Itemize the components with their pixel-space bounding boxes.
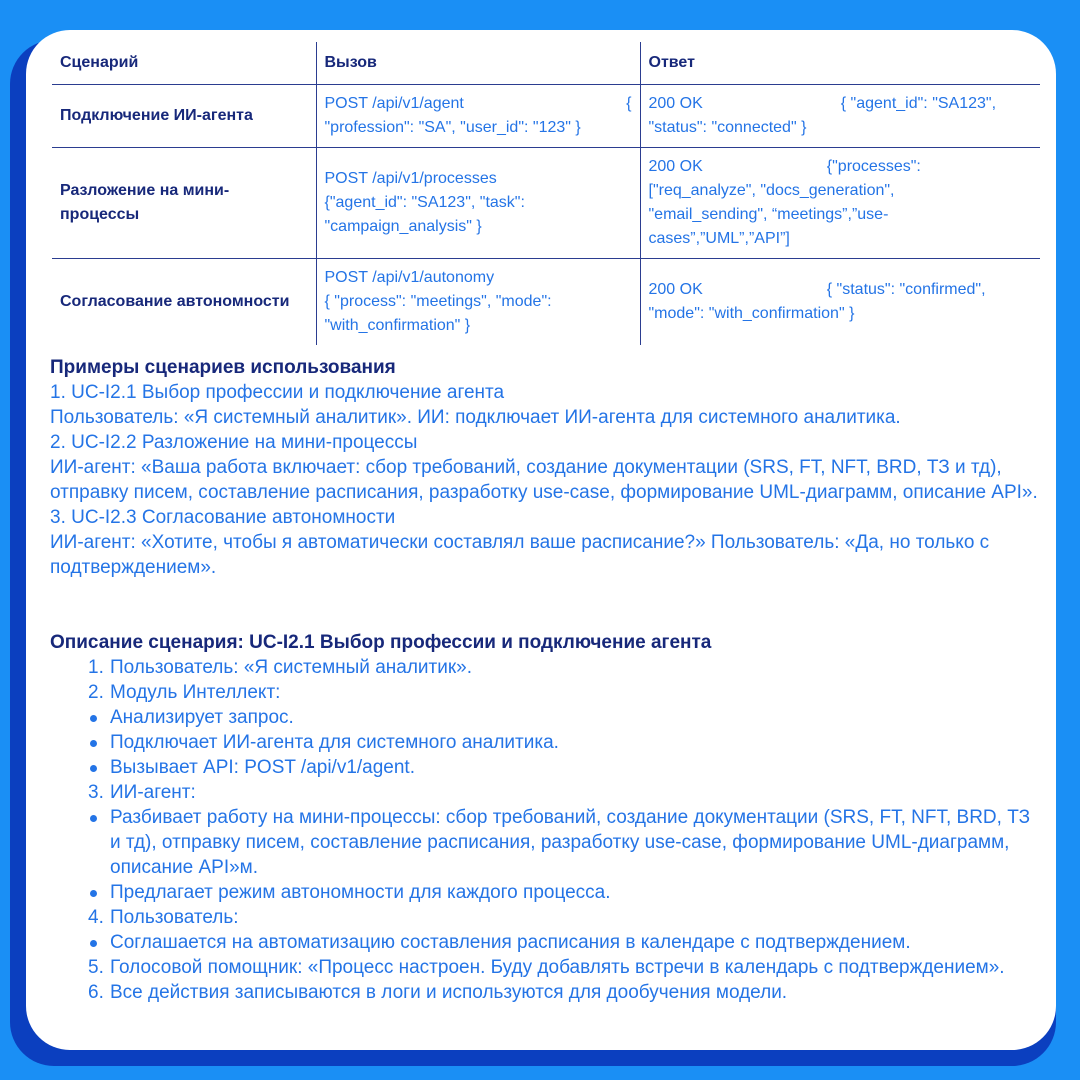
item-text: Пользователь: bbox=[110, 907, 239, 928]
call-brace: { bbox=[626, 95, 632, 112]
call-line: "profession": "SA", "user_id": "123" } bbox=[324, 119, 581, 136]
bullet-item bbox=[50, 805, 1040, 880]
description-list bbox=[50, 655, 1040, 1005]
bullet-icon bbox=[90, 815, 97, 822]
numbered-item bbox=[50, 780, 1040, 805]
response-line: "mode": "with_confirmation" } bbox=[648, 304, 855, 322]
numbered-item bbox=[50, 655, 1040, 680]
document-card bbox=[26, 30, 1056, 1050]
example-line: 1. UC-I2.1 Выбор профессии и подключение агента bbox=[50, 382, 505, 403]
call-line: "with_confirmation" } bbox=[324, 316, 471, 334]
examples-section bbox=[50, 355, 1040, 580]
item-text: Пользователь: «Я системный аналитик». bbox=[110, 657, 472, 678]
call-line: "campaign_analysis" } bbox=[324, 218, 482, 235]
item-text: Подключает ИИ-агента для системного аналитика. bbox=[110, 732, 559, 753]
item-text: Модуль Интеллект: bbox=[110, 682, 281, 703]
item-text: Анализирует запрос. bbox=[110, 707, 294, 728]
response-line: { "status": "confirmed", bbox=[826, 280, 986, 298]
item-text: Разбивает работу на мини-процессы: сбор требований, создание документации (SRS, FT, NFT, BRD, ТЗ и тд), отправку писем, составление расписания, разработку use-case, формирование UML-диаграмм, описание API»м. bbox=[110, 807, 1031, 878]
item-number: 3. bbox=[88, 782, 104, 803]
table-row bbox=[52, 85, 1040, 148]
response-line: {"processes": bbox=[826, 158, 921, 175]
call-cell bbox=[316, 148, 640, 259]
response-cell bbox=[640, 259, 1040, 345]
bullet-icon bbox=[90, 890, 97, 897]
item-text: ИИ-агент: bbox=[110, 782, 196, 803]
example-line: 3. UC-I2.3 Согласование автономности bbox=[50, 507, 396, 528]
bullet-item bbox=[50, 880, 1040, 905]
response-status: 200 OK bbox=[648, 95, 703, 112]
item-number: 4. bbox=[88, 907, 104, 928]
example-line: ИИ-агент: «Хотите, чтобы я автоматически составлял ваше расписание?» Пользователь: «Да, но только с подтверждением». bbox=[50, 532, 990, 578]
item-number: 6. bbox=[88, 982, 104, 1003]
scenario-cell: Согласование автономности bbox=[52, 259, 316, 345]
numbered-item bbox=[50, 680, 1040, 705]
bullet-icon bbox=[90, 940, 97, 947]
bullet-item bbox=[50, 730, 1040, 755]
example-line: 2. UC-I2.2 Разложение на мини-процессы bbox=[50, 432, 418, 453]
response-line: "status": "connected" } bbox=[648, 119, 807, 136]
response-line: cases”,”UML”,”API”] bbox=[648, 230, 790, 247]
table-row bbox=[52, 148, 1040, 259]
header-scenario: Сценарий bbox=[52, 42, 316, 85]
call-line: POST /api/v1/processes bbox=[324, 170, 497, 187]
item-text: Предлагает режим автономности для каждого процесса. bbox=[110, 882, 611, 903]
item-number: 1. bbox=[88, 657, 104, 678]
bullet-item bbox=[50, 930, 1040, 955]
table-header-row bbox=[52, 42, 1040, 85]
header-call: Вызов bbox=[316, 42, 640, 85]
examples-title: Примеры сценариев использования bbox=[50, 357, 396, 378]
bullet-icon bbox=[90, 715, 97, 722]
response-line: "email_sending", “meetings”,”use- bbox=[648, 206, 889, 223]
item-number: 5. bbox=[88, 957, 104, 978]
scenario-cell: Подключение ИИ-агента bbox=[52, 85, 316, 148]
numbered-item bbox=[50, 955, 1040, 980]
numbered-item bbox=[50, 905, 1040, 930]
table-row bbox=[52, 259, 1040, 345]
call-cell bbox=[316, 85, 640, 148]
item-text: Все действия записываются в логи и используются для дообучения модели. bbox=[110, 982, 788, 1003]
response-cell bbox=[640, 85, 1040, 148]
item-text: Голосовой помощник: «Процесс настроен. Буду добавлять встречи в календарь с подтверждением». bbox=[110, 957, 1005, 978]
item-text: Соглашается на автоматизацию составления расписания в календаре с подтверждением. bbox=[110, 932, 911, 953]
example-line: Пользователь: «Я системный аналитик». ИИ: подключает ИИ-агента для системного аналитика. bbox=[50, 407, 901, 428]
example-line: ИИ-агент: «Ваша работа включает: сбор требований, создание документации (SRS, FT, NFT, BRD, ТЗ и тд), отправку писем, составление расписания, разработку use-case, формирование UML-диаграмм, описание API». bbox=[50, 457, 1038, 503]
call-line: {"agent_id": "SA123", "task": bbox=[324, 194, 525, 211]
scenario-cell: Разложение на мини-процессы bbox=[52, 148, 316, 259]
call-line: { "process": "meetings", "mode": bbox=[324, 292, 552, 310]
response-status: 200 OK bbox=[648, 280, 703, 298]
call-cell bbox=[316, 259, 640, 345]
call-line: POST /api/v1/autonomy bbox=[324, 268, 495, 286]
api-table bbox=[52, 42, 1040, 345]
bullet-item bbox=[50, 705, 1040, 730]
item-number: 2. bbox=[88, 682, 104, 703]
header-response: Ответ bbox=[640, 42, 1040, 85]
description-section bbox=[50, 630, 1040, 1005]
bullet-item bbox=[50, 755, 1040, 780]
bullet-icon bbox=[90, 765, 97, 772]
numbered-item bbox=[50, 980, 1040, 1005]
item-text: Вызывает API: POST /api/v1/agent. bbox=[110, 757, 415, 778]
response-status: 200 OK bbox=[648, 158, 703, 175]
response-line: ["req_analyze", "docs_generation", bbox=[648, 182, 895, 199]
response-line: { "agent_id": "SA123", bbox=[840, 95, 997, 112]
bullet-icon bbox=[90, 740, 97, 747]
call-line: POST /api/v1/agent bbox=[324, 95, 464, 112]
response-cell bbox=[640, 148, 1040, 259]
description-title: Описание сценария: UC-I2.1 Выбор профессии и подключение агента bbox=[50, 632, 712, 653]
